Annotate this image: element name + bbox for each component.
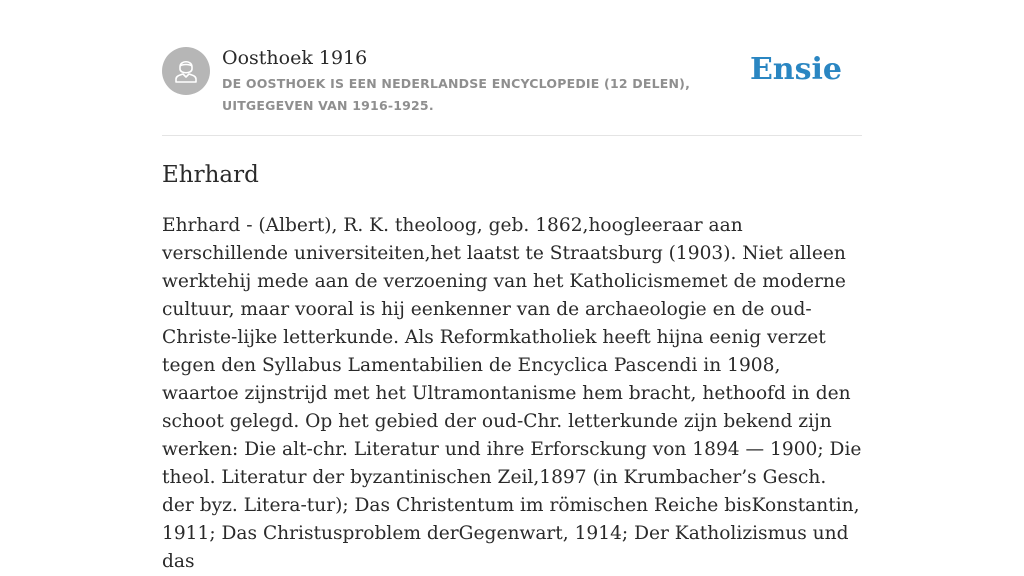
article-body: Ehrhard - (Albert), R. K. theoloog, geb. 1862,hoogleeraar aan verschillende universiteiten,het laatst te Straatsburg (1903). Niet alleen werktehij mede aan de verzoening van het Katholicismemet de moderne cultuur, maar vooral is hij eenkenner van de archaeologie en de oud-Christe-lijke letterkunde. Als Reformkatholiek heeft hijna eenig verzet tegen den Syllabus Lamentabilien de Encyclica Pascendi in 1908, waartoe zijnstrijd met het Ultramontanisme hem bracht, hethoofd in den schoot gelegd. Op het gebied der oud-Chr. letterkunde zijn bekend zijn werken: Die alt-chr. Literatur und ihre Erforsckung von 1894 — 1900; Die theol. Literatur der byzantinischen Zeil,1897 (in Krumbacher’s Gesch. der byz. Litera-tur); Das Christentum im römischen Reiche bisKonstantin, 1911; Das Christusproblem derGegenwart, 1914; Der Katholizismus und das	[162, 215, 862, 572]
source-header	[162, 46, 862, 136]
header-divider	[162, 135, 862, 136]
source-description: DE OOSTHOEK IS EEN NEDERLANDSE ENCYCLOPEDIE (12 DELEN), UITGEGEVEN VAN 1916-1925.	[222, 76, 691, 113]
article-title: Ehrhard	[162, 162, 259, 188]
source-title[interactable]: Oosthoek 1916	[222, 47, 368, 69]
ensie-logo[interactable]: Ensie	[749, 52, 842, 87]
user-placeholder-icon[interactable]	[162, 47, 210, 95]
